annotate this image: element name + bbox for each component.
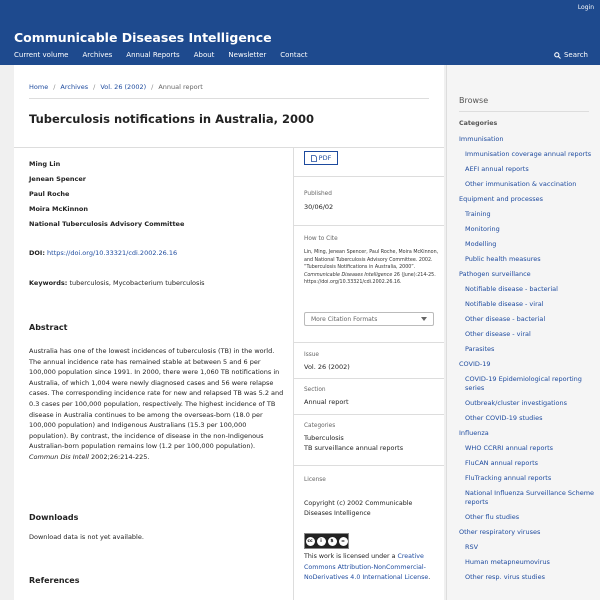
login-link[interactable]: Login [577, 4, 594, 11]
license-statement: This work is licensed under a Creative Commons Attribution-NonCommercial-NoDerivatives 4.0 International License. [304, 553, 431, 581]
search-icon [554, 52, 561, 59]
cc-icon: cc [307, 538, 313, 544]
sidebar-category-link[interactable]: FluCAN annual reports [465, 458, 539, 467]
divider [294, 378, 444, 379]
citation-format-dropdown[interactable] [304, 312, 434, 326]
pdf-button[interactable] [304, 151, 338, 165]
pdf-label: PDF [318, 154, 332, 162]
downloads-heading: Downloads [29, 513, 79, 522]
sidebar-category-link[interactable]: Other flu studies [465, 513, 520, 522]
section-value: Annual report [304, 398, 349, 406]
sidebar-category-link[interactable]: Public health measures [465, 254, 541, 263]
category-link[interactable]: Tuberculosis [304, 434, 344, 442]
author-name: Jenean Spencer [29, 175, 86, 183]
abstract-text: Australia has one of the lowest incidences of tuberculosis (TB) in the world. The annual incidence rate has remained stable at between 5 and 6 per 100,000 population since 1991. In 2000, there were 1,060 TB notifications in Australia, of which 1,004 were newly diagnosed cases and 56 were relapse cases. The corresponding incidence rate for new and relapsed TB was 5.2 and 0.3 cases per 100,000 population, respectively. The highest incidence of TB disease in Australia continues to be among the overseas-born (18.0 per 100,000 population) and Indigenous Australians (15.3 per 100,000 population). By contrast, the incidence of disease in the non-Indigenous Australian-born population remains low (1.2 per 100,000 population). Commun Dis Intell 2002;26:214-225. [29, 347, 284, 461]
sidebar-category-link[interactable]: National Influenza Surveillance Scheme reports [465, 488, 595, 507]
doi-link[interactable]: https://doi.org/10.33321/cdi.2002.26.16 [47, 249, 178, 257]
divider [294, 176, 444, 177]
file-pdf-icon [311, 155, 317, 162]
abstract-citation: 2002;26:214-225. [91, 452, 150, 461]
search-link[interactable] [554, 51, 588, 59]
nav-about[interactable]: About [193, 51, 215, 59]
sidebar-category-link[interactable]: Modelling [465, 239, 497, 248]
sidebar-category-link[interactable]: AEFI annual reports [465, 164, 529, 173]
abstract-journal: Commun Dis Intell [29, 452, 89, 461]
citation-text: Lin, Ming, Jenean Spencer, Paul Roche, Moira McKinnon, and National Tuberculosis Advisory Committee. 2002. “Tuberculosis Notifications in Australia, 2000”. Communicable Diseases Intelligence 26 (June):214-25. https://doi.org/10.33321/cdi.2002.26.16. [304, 250, 439, 286]
author-name: National Tuberculosis Advisory Committee [29, 220, 185, 228]
sidebar-category-link[interactable]: Human metapneumovirus [465, 558, 550, 567]
citation-rest: 26 (June):214-25. https://doi.org/10.33321/cdi.2002.26.16. [304, 272, 436, 286]
license-text: Copyright (c) 2002 Communicable Diseases Intelligence [304, 500, 413, 517]
categories-label: Categories [304, 423, 336, 429]
search-label: Search [563, 51, 588, 59]
issue-link[interactable]: Vol. 26 (2002) [304, 363, 350, 371]
keywords-label: Keywords: [29, 279, 68, 287]
nav-annual-reports[interactable]: Annual Reports [126, 51, 180, 59]
nav-contact[interactable]: Contact [280, 51, 308, 59]
breadcrumb-issue[interactable]: Vol. 26 (2002) [100, 83, 147, 91]
downloads-text: Download data is not yet available. [29, 533, 144, 541]
sidebar [446, 65, 600, 600]
sidebar-category-link[interactable]: Other COVID-19 studies [465, 414, 543, 423]
breadcrumb-archives[interactable]: Archives [60, 83, 89, 91]
sidebar-category-link[interactable]: RSV [465, 543, 479, 552]
doi-label: DOI: [29, 249, 45, 257]
nd-icon: = [339, 537, 348, 546]
divider [294, 342, 444, 343]
author-name: Moira McKinnon [29, 205, 88, 213]
divider [14, 147, 444, 148]
sidebar-category-link[interactable]: Immunisation coverage annual reports [465, 149, 592, 158]
license-label: License [304, 477, 326, 483]
sidebar-category-link[interactable]: Pathogen surveillance [459, 269, 531, 278]
section-label: Section [304, 387, 326, 393]
breadcrumb-home[interactable]: Home [29, 83, 49, 91]
sidebar-category-link[interactable]: Immunisation [459, 135, 504, 143]
nc-icon: $ [328, 537, 337, 546]
nav-newsletter[interactable]: Newsletter [228, 51, 267, 59]
sidebar-category-link[interactable]: Equipment and processes [459, 194, 544, 203]
cc-license-badge[interactable] [304, 533, 349, 549]
sidebar-category-link[interactable]: Training [465, 209, 491, 218]
breadcrumb-separator: / [53, 83, 56, 91]
issue-label: Issue [304, 352, 319, 358]
category-link[interactable]: TB surveillance annual reports [304, 444, 404, 452]
abstract-heading: Abstract [29, 323, 68, 332]
divider [459, 111, 589, 112]
by-icon: i [317, 537, 326, 546]
sidebar-category-link[interactable]: Notifiable disease - viral [465, 299, 544, 308]
main-nav [14, 51, 308, 59]
divider [294, 225, 444, 226]
nav-current-volume[interactable]: Current volume [14, 51, 69, 59]
sidebar-category-link[interactable]: Parasites [465, 344, 495, 353]
author-name: Ming Lin [29, 160, 61, 168]
citation-format-label: More Citation Formats [311, 315, 378, 323]
breadcrumb-current: Annual report [158, 83, 203, 91]
references-heading: References [29, 576, 80, 585]
keywords [29, 279, 205, 287]
sidebar-category-link[interactable]: COVID-19 [459, 359, 491, 368]
chevron-down-icon [421, 317, 427, 321]
site-header [0, 0, 600, 65]
article-main [14, 65, 444, 600]
breadcrumb-separator: / [151, 83, 154, 91]
breadcrumb [29, 83, 203, 91]
browse-heading: Browse [459, 96, 489, 105]
sidebar-category-link[interactable]: FluTracking annual reports [465, 473, 552, 482]
column-divider [293, 147, 294, 600]
site-title[interactable]: Communicable Diseases Intelligence [14, 30, 272, 45]
article-title: Tuberculosis notifications in Australia, 2000 [29, 112, 314, 126]
sidebar-category-link[interactable]: Other disease - bacterial [465, 314, 546, 323]
category-list [459, 135, 597, 588]
author-name: Paul Roche [29, 190, 70, 198]
sidebar-category-link[interactable]: Other resp. virus studies [465, 573, 545, 582]
cite-label: How to Cite [304, 236, 338, 242]
published-label: Published [304, 191, 332, 197]
sidebar-category-link[interactable]: COVID-19 Epidemiological reporting series [465, 374, 582, 393]
sidebar-category-link[interactable]: Influenza [459, 429, 489, 437]
sidebar-category-link[interactable]: Outbreak/cluster investigations [465, 399, 568, 408]
license-link[interactable]: Creative Commons Attribution-NonCommercial-NoDerivatives 4.0 International License [304, 553, 429, 581]
doi [29, 249, 177, 257]
divider [29, 98, 429, 99]
divider [294, 414, 444, 415]
keywords-value: tuberculosis, Mycobacterium tuberculosis [69, 279, 205, 287]
published-value: 30/06/02 [304, 203, 334, 211]
author-list [29, 157, 184, 232]
nav-archives[interactable]: Archives [82, 51, 113, 59]
breadcrumb-separator: / [93, 83, 96, 91]
citation-journal: Communicable Diseases Intelligence [304, 272, 393, 278]
sidebar-category-link[interactable]: Monitoring [465, 224, 500, 233]
divider [294, 465, 444, 466]
sidebar-category-link[interactable]: WHO CCRRI annual reports [465, 443, 554, 452]
sidebar-category-link[interactable]: Other disease - viral [465, 329, 531, 338]
sidebar-categories-label: Categories [459, 120, 498, 127]
sidebar-category-link[interactable]: Notifiable disease - bacterial [465, 284, 558, 293]
sidebar-category-link[interactable]: Other immunisation & vaccination [465, 179, 577, 188]
sidebar-category-link[interactable]: Other respiratory viruses [459, 528, 541, 537]
